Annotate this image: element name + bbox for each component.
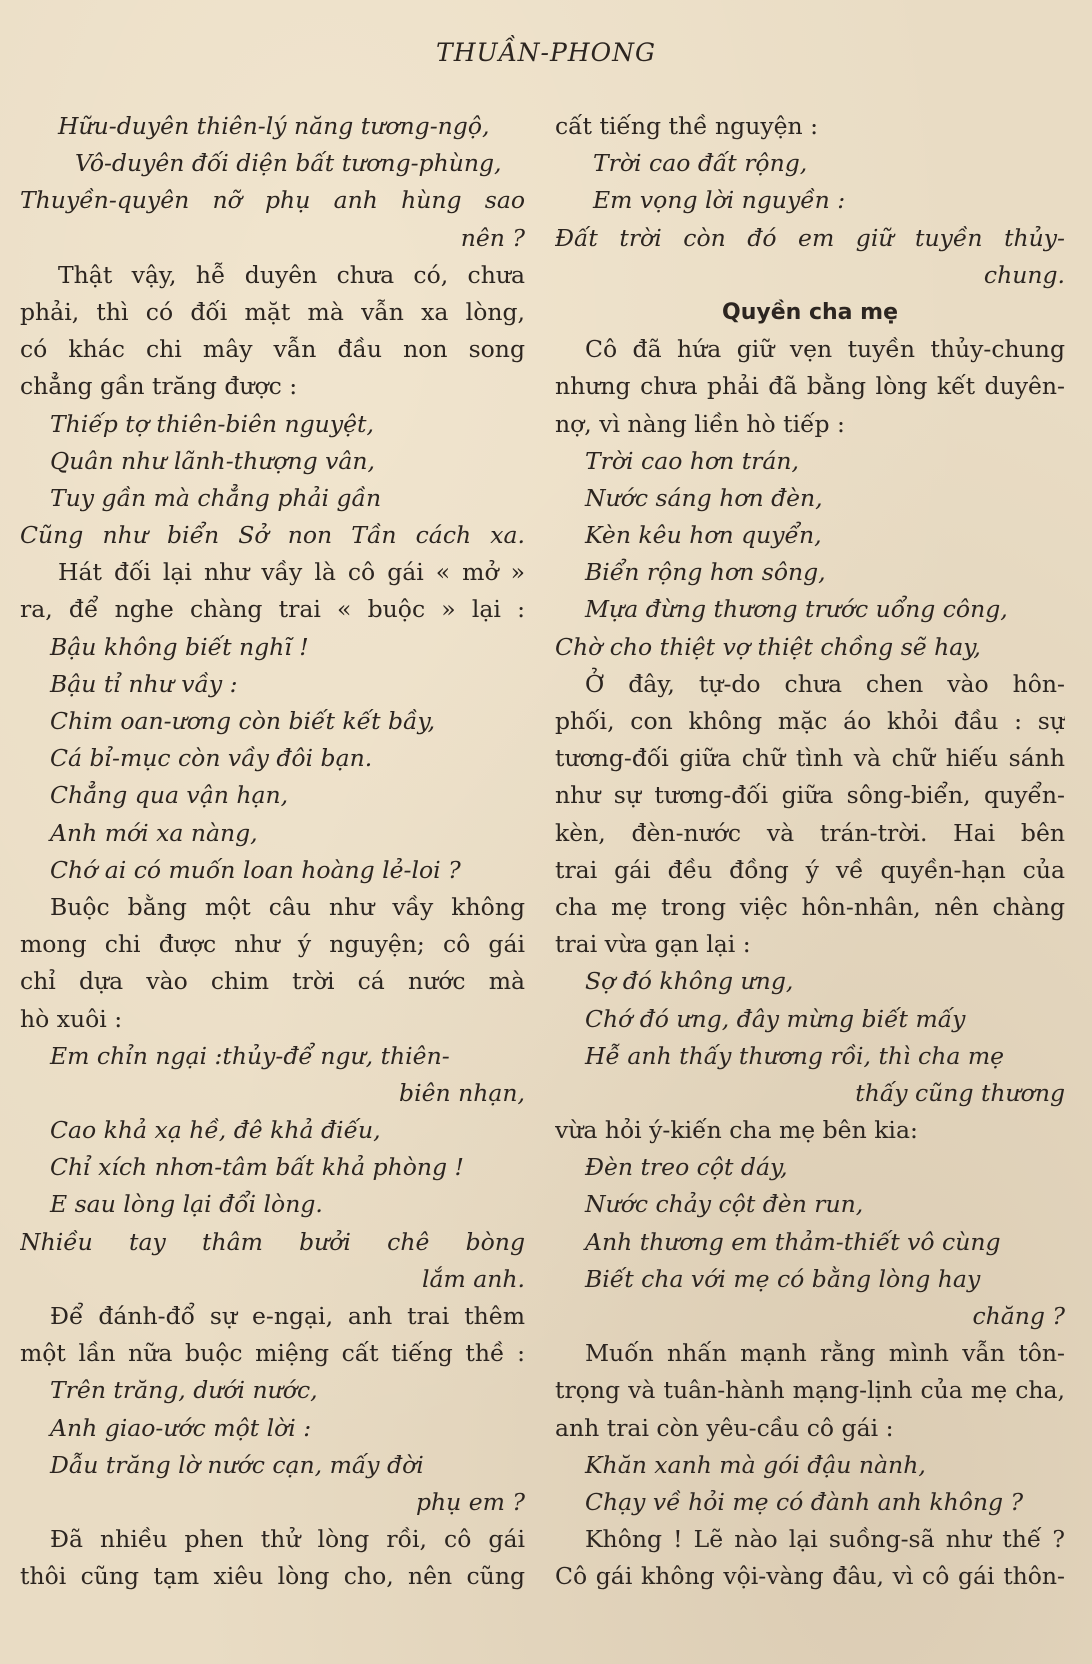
section-heading: Quyền cha mẹ [722,299,898,325]
text-line: trọng và tuân-hành mạng-lịnh của mẹ cha, [555,1376,1065,1405]
text-line: cha mẹ trong việc hôn-nhân, nên chàng [555,892,1065,921]
text-line: trai vừa gạn lại : [555,930,751,959]
text-line: Hễ anh thấy thương rồi, thì cha mẹ [585,1041,1005,1070]
text-line: Bậu tỉ như vầy : [50,669,238,698]
running-header: THUẦN-PHONG [436,38,656,67]
text-line: mong chi được như ý nguyện; cô gái [20,930,525,959]
text-line: hò xuôi : [20,1004,123,1033]
text-line: Thuyền-quyên nỡ phụ anh hùng sao [20,186,525,215]
text-line: Chỉ xích nhơn-tâm bất khả phòng ! [50,1153,464,1182]
left-column [20,108,525,1596]
text-line: Kèn kêu hơn quyển, [585,521,822,550]
text-line: chỉ dựa vào chim trời cá nước mà [20,967,525,996]
text-line: Sợ đó không ưng, [585,967,794,996]
text-line: Mựa đừng thương trước uổng công, [585,595,1008,624]
text-line: chung. [983,260,1065,289]
text-line: cất tiếng thề nguyện : [555,112,819,140]
text-line: Nhiều tay thâm bưởi chê bòng [20,1227,525,1256]
text-line: phối, con không mặc áo khỏi đầu : sự [555,707,1065,735]
text-line: phải, thì có đối mặt mà vẫn xa lòng, [20,297,525,326]
text-line: có khác chi mây vẫn đầu non song [20,335,525,364]
text-line: Bậu không biết nghĩ ! [50,632,309,661]
text-line: Nước sáng hơn đèn, [585,483,823,512]
text-line: kèn, đèn-nước và trán-trời. Hai bên [555,818,1065,847]
text-line: Ở đây, tự-do chưa chen vào hôn- [585,669,1065,698]
text-line: vừa hỏi ý-kiến cha mẹ bên kia: [555,1116,918,1145]
text-line: Khăn xanh mà gói đậu nành, [585,1450,926,1479]
text-line: Hữu-duyên thiên-lý năng tương-ngộ, [58,112,490,140]
text-line: Biển rộng hơn sông, [585,558,826,587]
text-line: nên ? [460,223,525,252]
text-line: trai gái đều đồng ý về quyền-hạn của [555,855,1065,884]
text-line: Thiếp tợ thiên-biên nguyệt, [50,409,374,438]
text-line: Thật vậy, hễ duyên chưa có, chưa [58,260,525,289]
right-column [555,108,1065,1596]
text-line: Đã nhiều phen thử lòng rồi, cô gái [50,1525,525,1554]
text-line: Cũng như biển Sở non Tần cách xa. [20,521,525,550]
text-line: Cao khả xạ hề, đê khả điếu, [50,1116,381,1145]
text-line: Biết cha với mẹ có bằng lòng hay [585,1264,981,1293]
text-line: Em vọng lời nguyền : [593,186,846,215]
text-line: Chim oan-ương còn biết kết bầy, [50,707,436,735]
text-line: Nước chảy cột đèn run, [585,1190,864,1219]
text-line: Chớ ai có muốn loan hoàng lẻ-loi ? [50,855,461,884]
text-line: Tuy gần mà chẳng phải gần [50,483,382,512]
text-line: Buộc bằng một câu như vầy không [50,892,525,921]
text-line: chăng ? [972,1302,1065,1330]
text-line: Cô gái không vội-vàng đâu, vì cô gái thôn- [555,1562,1065,1591]
text-line: Vô-duyên đối diện bất tương-phùng, [75,149,502,178]
text-line: lắm anh. [421,1264,525,1293]
text-line: Trên trăng, dưới nước, [50,1376,318,1405]
text-line: Trời cao đất rộng, [593,149,808,178]
text-line: Hát đối lại như vầy là cô gái « mở » [58,558,525,587]
text-line: Dẫu trăng lờ nước cạn, mấy đời [50,1450,424,1479]
text-line: Anh mới xa nàng, [50,818,258,847]
text-line: Trời cao hơn trán, [585,446,800,475]
text-line: Chạy về hỏi mẹ có đành anh không ? [585,1487,1024,1516]
text-line: Cá bỉ-mục còn vầy đôi bạn. [50,744,373,773]
text-line: Chẳng qua vận hạn, [50,781,289,810]
text-line: một lần nữa buộc miệng cất tiếng thề : [20,1339,525,1368]
text-line: Chờ cho thiệt vợ thiệt chồng sẽ hay, [555,632,981,661]
text-line: nhưng chưa phải đã bằng lòng kết duyên- [555,372,1065,401]
text-line: thấy cũng thương [855,1078,1065,1107]
text-line: thôi cũng tạm xiêu lòng cho, nên cũng [20,1562,525,1591]
text-line: Quân như lãnh-thượng vân, [50,446,376,475]
text-line: Muốn nhấn mạnh rằng mình vẫn tôn- [585,1339,1065,1368]
text-line: Để đánh-đổ sự e-ngại, anh trai thêm [50,1302,525,1330]
text-line: Cô đã hứa giữ vẹn tuyền thủy-chung [585,335,1065,364]
text-line: biên nhạn, [399,1078,525,1107]
text-line: E sau lòng lại đổi lòng. [50,1190,323,1219]
text-line: Đất trời còn đó em giữ tuyền thủy- [555,223,1065,252]
text-line: Anh thương em thảm-thiết vô cùng [585,1227,1001,1256]
text-line: nợ, vì nàng liền hò tiếp : [555,409,845,438]
text-line: Đèn treo cột dáy, [585,1153,788,1182]
text-line: chẳng gần trăng được : [20,372,298,401]
text-line: phụ em ? [415,1487,525,1516]
text-line: tương-đối giữa chữ tình và chữ hiếu sánh [555,744,1065,773]
text-line: Anh giao-ước một lời : [50,1413,312,1442]
text-line: như sự tương-đối giữa sông-biển, quyển- [555,781,1065,810]
text-line: Em chỉn ngại :thủy-để ngư, thiên- [50,1041,450,1070]
text-line: Không ! Lẽ nào lại suồng-sã như thế ? [585,1525,1065,1554]
text-line: anh trai còn yêu-cầu cô gái : [555,1413,894,1442]
text-line: Chớ đó ưng, đây mừng biết mấy [585,1004,966,1033]
text-line: ra, để nghe chàng trai « buộc » lại : [20,595,525,624]
